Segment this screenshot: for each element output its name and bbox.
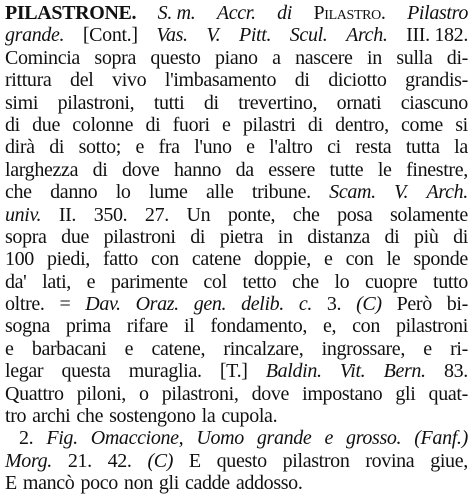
word: quat-: [428, 382, 468, 405]
word: ornati: [336, 91, 382, 114]
word: V.: [206, 24, 221, 47]
text-line: [5, 360, 468, 382]
text-line: [5, 136, 468, 158]
word: tutta: [405, 136, 440, 159]
word: [T.]: [219, 360, 248, 383]
text-line: [5, 204, 468, 226]
word: in: [277, 225, 293, 248]
word: tro: [5, 405, 27, 428]
word: diciotto: [328, 69, 387, 92]
word: larghezza: [5, 158, 79, 181]
word: Omaccione,: [90, 427, 184, 450]
word: che: [5, 181, 32, 204]
word: piloni,: [76, 382, 126, 405]
word: di: [145, 113, 161, 136]
text-line: [5, 2, 468, 24]
word: di: [294, 69, 310, 92]
word: di: [92, 158, 108, 181]
text-line: [5, 24, 468, 46]
text-line: [5, 315, 468, 337]
word: l'altro: [269, 136, 313, 159]
word: Fig.: [46, 427, 78, 450]
word: la: [454, 136, 468, 159]
word: due: [61, 225, 89, 248]
word: legar: [5, 360, 44, 383]
word: o: [139, 382, 149, 405]
word: 27.: [144, 203, 169, 226]
word: e: [222, 113, 231, 136]
word: muraglia.: [128, 360, 202, 383]
word: questo: [150, 46, 201, 69]
word: due: [32, 113, 60, 136]
word: dentro,: [335, 113, 389, 136]
word: sotto;: [78, 136, 121, 159]
text-line: [5, 47, 468, 69]
word: le: [386, 248, 401, 271]
word: alle: [206, 181, 234, 204]
word: Pilastro.: [313, 2, 386, 24]
word: rittura: [5, 69, 52, 92]
word: in: [367, 46, 382, 69]
word: Pilastro: [407, 2, 468, 24]
word: [Cont.]: [82, 24, 138, 47]
word: univ.: [5, 203, 42, 226]
word: Vas.: [156, 24, 188, 47]
word: rifare: [126, 315, 168, 338]
word: di: [5, 113, 20, 136]
word: come: [401, 113, 443, 136]
word: Comincia: [5, 46, 80, 69]
word: oltre.: [5, 293, 45, 316]
word: 2.: [19, 427, 34, 450]
word: grande: [256, 427, 312, 450]
word: II.: [58, 203, 77, 226]
word: pilastri: [242, 113, 296, 136]
word: questo: [216, 449, 267, 472]
text-line: [5, 427, 468, 449]
word: di-: [446, 46, 468, 69]
word: fuori: [172, 113, 210, 136]
word: di: [384, 225, 400, 248]
word: e: [5, 337, 14, 360]
word: sopra: [5, 225, 47, 248]
word: Quattro: [5, 382, 64, 405]
word: danno: [50, 181, 98, 204]
word: simi: [5, 91, 39, 114]
word: fondamento,: [210, 315, 308, 338]
word: l'imbasamento: [164, 69, 277, 92]
text-line: [5, 248, 468, 270]
word: E: [5, 472, 17, 495]
word: Baldin.: [265, 360, 322, 383]
word: a: [272, 46, 281, 69]
word: pilastroni,: [161, 382, 239, 405]
word: V.: [394, 181, 409, 204]
text-line: [5, 472, 468, 494]
word: l'uno: [194, 136, 232, 159]
word: che: [292, 203, 320, 226]
word: addosso.: [235, 472, 303, 495]
word: gli: [158, 472, 179, 495]
word: con: [150, 248, 179, 271]
word: da: [235, 158, 254, 181]
word: colonne: [72, 113, 134, 136]
text-line: [5, 293, 468, 315]
word: di: [203, 91, 219, 114]
word: Accr.: [216, 2, 256, 24]
word: (Fanf.): [414, 427, 468, 450]
text-line: [5, 114, 468, 136]
word: e: [324, 427, 334, 450]
word: pilastroni,: [57, 91, 135, 114]
word: catene: [191, 248, 241, 271]
word: tutti: [153, 91, 185, 114]
word: essere: [268, 158, 316, 181]
word: cupola.: [221, 405, 278, 428]
word: fatto: [103, 248, 138, 271]
word: il: [183, 315, 195, 338]
word: lo: [334, 270, 350, 293]
word: rovina: [365, 449, 415, 472]
word: pilastroni: [103, 225, 176, 248]
word: Morg.: [5, 449, 52, 472]
word: grosso.: [346, 427, 402, 450]
word: piedi,: [47, 248, 90, 271]
word: Arch.: [346, 24, 388, 47]
word: più: [413, 225, 439, 248]
word: Oraz.: [135, 293, 179, 316]
word: Un: [186, 203, 211, 226]
text-line: [5, 226, 468, 248]
word: 3.: [326, 293, 342, 316]
word: Pitt.: [238, 24, 272, 47]
word: si: [455, 113, 468, 136]
word: (C): [147, 449, 174, 472]
headword: PILASTRONE.: [5, 2, 137, 24]
text-line: [5, 69, 468, 91]
word: grande.: [5, 24, 65, 47]
word: di: [307, 113, 323, 136]
word: III. 182.: [406, 24, 468, 47]
word: dove: [251, 382, 290, 405]
word: poco: [80, 472, 118, 495]
word: piano: [214, 46, 258, 69]
word: sulla: [396, 46, 433, 69]
text-line: [5, 159, 468, 181]
word: e: [86, 270, 96, 293]
word: cuopre: [365, 270, 418, 293]
text-line: [5, 383, 468, 405]
word: doppie,: [253, 248, 311, 271]
word: di: [190, 225, 206, 248]
word: tribune.: [251, 181, 311, 204]
word: di: [49, 136, 65, 159]
word: 83.: [443, 360, 468, 383]
word: grandis-: [405, 69, 468, 92]
word: Uomo: [196, 427, 244, 450]
word: dove: [121, 158, 160, 181]
word: 100: [5, 248, 34, 271]
word: tutte: [329, 158, 364, 181]
word: 42.: [107, 449, 132, 472]
word: 350.: [93, 203, 128, 226]
word: le: [377, 158, 392, 181]
word: fra: [158, 136, 180, 159]
word: resta: [355, 136, 392, 159]
word: Però: [396, 293, 432, 316]
word: finestre,: [406, 158, 468, 181]
word: e: [324, 248, 333, 271]
word: Bern.: [383, 360, 426, 383]
text-line: [5, 450, 468, 472]
word: ciascuno: [400, 91, 468, 114]
word: nascere: [295, 46, 353, 69]
word: impostano: [302, 382, 383, 405]
word: 21.: [67, 449, 92, 472]
word: vivo: [112, 69, 147, 92]
word: posa: [337, 203, 373, 226]
text-line: [5, 338, 468, 360]
word: catene,: [151, 337, 206, 360]
word: sogna: [5, 315, 50, 338]
word: sponde: [413, 248, 468, 271]
word: pilastron: [282, 449, 350, 472]
word: questa: [61, 360, 111, 383]
word: Scul.: [289, 24, 328, 47]
word: di: [277, 2, 292, 24]
text-line: [5, 92, 468, 114]
word: di: [453, 225, 468, 248]
word: parimente: [110, 270, 188, 293]
word: mancò: [22, 472, 75, 495]
text-line: [5, 271, 468, 293]
word: distanza: [307, 225, 370, 248]
word: gli: [395, 382, 416, 405]
word: ci: [327, 136, 341, 159]
word: da': [5, 270, 27, 293]
word: ponte,: [227, 203, 276, 226]
word: e: [135, 136, 144, 159]
word: non: [123, 472, 153, 495]
word: hanno: [173, 158, 222, 181]
text-line: [5, 181, 468, 203]
word: ri-: [450, 337, 468, 360]
word: cadde: [184, 472, 230, 495]
word: e: [124, 337, 134, 360]
word: rincalzare,: [223, 337, 304, 360]
word: lume: [148, 181, 188, 204]
word: giue,: [430, 449, 468, 472]
word: lati,: [42, 270, 71, 293]
word: archi: [32, 405, 71, 428]
word: trevertino,: [238, 91, 318, 114]
word: la: [201, 405, 216, 428]
text-line: [5, 405, 468, 427]
word: del: [70, 69, 94, 92]
word: solamente: [390, 203, 468, 226]
word: Arch.: [426, 181, 468, 204]
word: che: [76, 405, 104, 428]
word: Dav.: [85, 293, 121, 316]
word: tetto: [242, 270, 277, 293]
word: c.: [298, 293, 313, 316]
word: gen.: [193, 293, 227, 316]
word: =: [59, 293, 71, 316]
word: Scam.: [329, 181, 376, 204]
word: E: [188, 449, 201, 472]
word: Vit.: [339, 360, 366, 383]
word: S. m.: [157, 2, 196, 24]
word: pietra: [219, 225, 264, 248]
word: che: [292, 270, 319, 293]
word: pilastroni: [395, 315, 468, 338]
word: con: [352, 315, 380, 338]
word: ingrossare,: [321, 337, 405, 360]
word: e: [423, 337, 432, 360]
word: con: [345, 248, 374, 271]
word: e: [246, 136, 255, 159]
word: e,: [322, 315, 337, 338]
word: (C): [356, 293, 382, 316]
word: dirà: [5, 136, 35, 159]
word: bi-: [446, 293, 468, 316]
word: sostengono: [109, 405, 196, 428]
word: sopra: [94, 46, 136, 69]
word: tutto: [433, 270, 468, 293]
word: lo: [115, 181, 131, 204]
word: prima: [65, 315, 111, 338]
word: barbacani: [31, 337, 107, 360]
word: col: [203, 270, 227, 293]
word: delib.: [241, 293, 284, 316]
